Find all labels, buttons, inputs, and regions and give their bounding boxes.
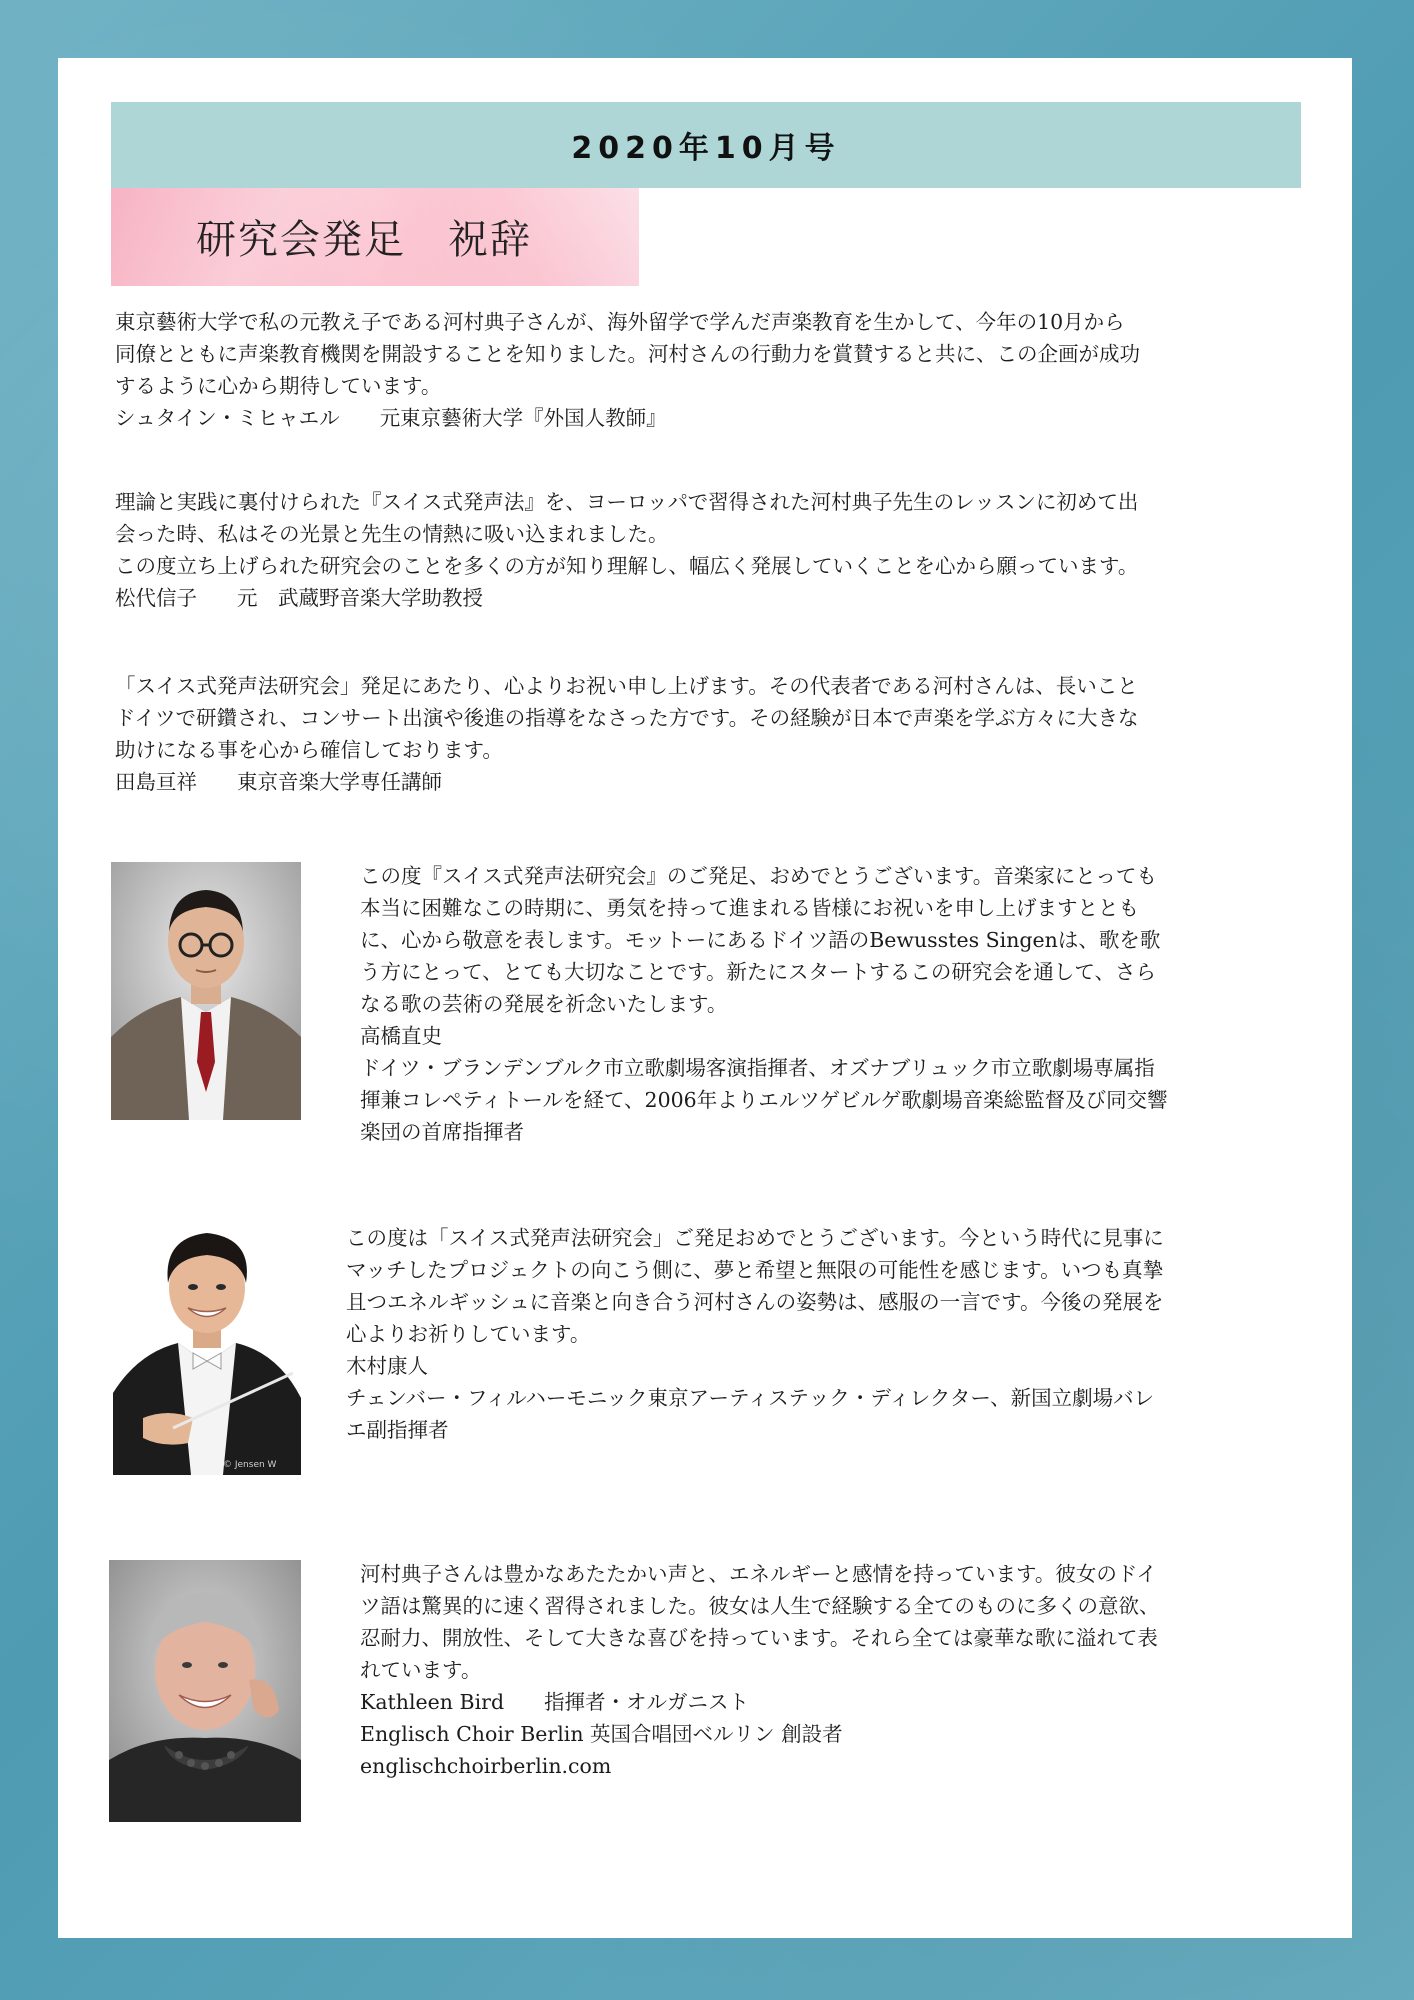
author-name: 松代信子 xyxy=(115,586,197,610)
bio-line: 本当に困難なこの時期に、勇気を持って進まれる皆様にお祝いを申し上げますととも xyxy=(360,896,1139,920)
message-signature xyxy=(115,582,1310,614)
bio-takahashi xyxy=(360,860,1350,1148)
photo-watermark: © Jensen W xyxy=(223,1460,277,1470)
portrait-kathleen-bird xyxy=(109,1560,301,1822)
message-line: するように心から期待しています。 xyxy=(115,374,442,398)
page-title: 研究会発足 祝辞 xyxy=(196,217,532,263)
message-stein xyxy=(115,306,1310,434)
author-name: 高橋直史 xyxy=(360,1024,442,1048)
bio-line: 忍耐力、開放性、そして大きな喜びを持っています。それら全ては豪華な歌に溢れて表 xyxy=(360,1626,1158,1650)
message-line: 助けになる事を心から確信しております。 xyxy=(115,738,503,762)
message-line: この度立ち上げられた研究会のことを多くの方が知り理解し、幅広く発展していくことを心から願っています。 xyxy=(115,554,1139,578)
message-signature xyxy=(115,766,1310,798)
message-line: ドイツで研鑽され、コンサート出演や後進の指導をなさった方です。その経験が日本で声楽を学ぶ方々に大きな xyxy=(115,706,1139,730)
portrait-kimura xyxy=(113,1203,301,1475)
bio-line: 心よりお祈りしています。 xyxy=(346,1322,591,1346)
author-affiliation: 元東京藝術大学『外国人教師』 xyxy=(379,406,667,430)
credit-line: エ副指揮者 xyxy=(346,1418,449,1442)
message-tajima xyxy=(115,670,1310,798)
credit-line: チェンバー・フィルハーモニック東京アーティステック・ディレクター、新国立劇場バレ xyxy=(346,1386,1155,1410)
credit-line: Englisch Choir Berlin 英国合唱団ベルリン 創設者 xyxy=(360,1722,843,1746)
bio-line: ツ語は驚異的に速く習得されました。彼女は人生で経験する全てのものに多くの意欲、 xyxy=(360,1594,1160,1618)
author-name: 木村康人 xyxy=(346,1354,428,1378)
bio-line: マッチしたプロジェクトの向こう側に、夢と希望と無限の可能性を感じます。いつも真摯 xyxy=(346,1258,1164,1282)
title-banner xyxy=(111,188,639,286)
portrait-takahashi xyxy=(111,862,301,1120)
author-name: Kathleen Bird xyxy=(360,1690,505,1714)
message-signature xyxy=(115,402,1310,434)
bio-kimura xyxy=(346,1222,1350,1446)
credit-line: 揮兼コレペティトールを経て、2006年よりエルツゲビルゲ歌劇場音楽総監督及び同交響 xyxy=(360,1088,1168,1112)
message-matsushiro xyxy=(115,486,1310,614)
bio-line: 且つエネルギッシュに音楽と向き合う河村さんの姿勢は、感服の一言です。今後の発展を xyxy=(346,1290,1164,1314)
message-line: 会った時、私はその光景と先生の情熱に吸い込まれました。 xyxy=(115,522,669,546)
author-affiliation: 東京音楽大学専任講師 xyxy=(237,770,442,794)
bio-line: なる歌の芸術の発展を祈念いたします。 xyxy=(360,992,728,1016)
bio-line: 河村典子さんは豊かなあたたかい声と、エネルギーと感情を持っています。彼女のドイ xyxy=(360,1562,1157,1586)
message-line: 理論と実践に裏付けられた『スイス式発声法』を、ヨーロッパで習得された河村典子先生のレッスンに初めて出 xyxy=(115,490,1139,514)
author-name: 田島亘祥 xyxy=(115,770,197,794)
author-signature xyxy=(360,1686,1350,1718)
message-line: 東京藝術大学で私の元教え子である河村典子さんが、海外留学で学んだ声楽教育を生かして、今年の10月から xyxy=(115,310,1125,334)
bio-kathleen-bird xyxy=(360,1558,1350,1782)
bio-line: この度『スイス式発声法研究会』のご発足、おめでとうございます。音楽家にとっても xyxy=(360,864,1157,888)
issue-header xyxy=(111,102,1301,188)
issue-date: 2020年10月号 xyxy=(571,131,841,166)
website-text: englischchoirberlin.com xyxy=(360,1754,612,1778)
bio-line: この度は「スイス式発声法研究会」ご発足おめでとうございます。今という時代に見事に xyxy=(346,1226,1164,1250)
credit-line: 楽団の首席指揮者 xyxy=(360,1120,524,1144)
bio-line: に、心から敬意を表します。モットーにあるドイツ語のBewusstes Singenは、歌を歌 xyxy=(360,928,1161,952)
author-name: シュタイン・ミヒャエル xyxy=(115,406,340,430)
message-line: 同僚とともに声楽教育機関を開設することを知りました。河村さんの行動力を賞賛すると共に、この企画が成功 xyxy=(115,342,1140,366)
author-role: 指揮者・オルガニスト xyxy=(544,1690,750,1714)
credit-line: ドイツ・ブランデンブルク市立歌劇場客演指揮者、オズナブリュック市立歌劇場専属指 xyxy=(360,1056,1155,1080)
bio-line: れています。 xyxy=(360,1658,482,1682)
bio-line: う方にとって、とても大切なことです。新たにスタートするこの研究会を通して、さら xyxy=(360,960,1157,984)
newsletter-page xyxy=(58,58,1352,1938)
message-line: 「スイス式発声法研究会」発足にあたり、心よりお祝い申し上げます。その代表者である河村さんは、長いこと xyxy=(115,674,1138,698)
author-affiliation: 元 武蔵野音楽大学助教授 xyxy=(237,586,483,610)
